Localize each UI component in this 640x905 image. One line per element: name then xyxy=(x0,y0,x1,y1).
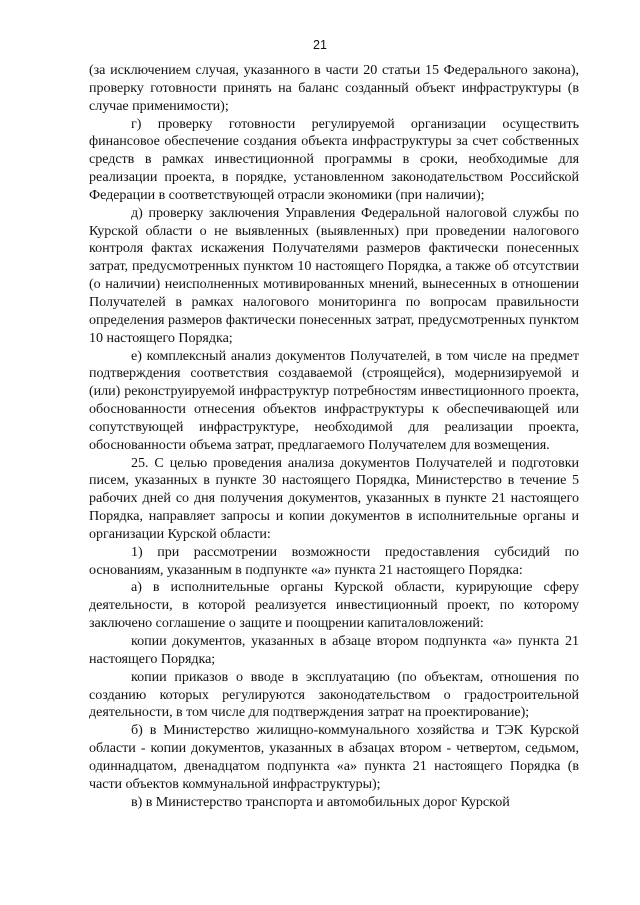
paragraph-clause-25: 25. С целью проведения анализа документов Получателей и подготовки писем, указанных в пункте 30 настоящего Порядка, Министерство в течение 5 рабочих дней со дня получения документов, указанных в пункте 21 настоящего Порядка, направляет запросы и копии документов в исполнительные органы и организации Курской области: xyxy=(89,454,579,542)
paragraph-copies-orders: копии приказов о вводе в эксплуатацию (по объектам, отношения по созданию которых регулируются законодательством о градостроительной деятельности, в том числе для подтверждения затрат на проектирование); xyxy=(89,668,579,721)
paragraph-item-b: б) в Министерство жилищно-коммунального хозяйства и ТЭК Курской области - копии документов, указанных в абзацах втором - четвертом, седьмом, одиннадцатом, двенадцатом подпункта «а» пункта 21 настоящего Порядка (в части объектов коммунальной инфраструктуры); xyxy=(89,722,579,792)
paragraph-item-e: е) комплексный анализ документов Получателей, в том числе на предмет подтверждения соответствия создаваемой (строящейся), модернизируемой и (или) реконструируемой инфраструктур потребностям инвестиционного проекта, обоснованности отнесения объектов инфраструктуры к обеспечивающей или сопутствующей инфраструктуре, необходимой для реализации проекта, обоснованности объема затрат, предлагаемого Получателем для возмещения. xyxy=(89,347,579,453)
page-number: 21 xyxy=(313,38,327,52)
paragraph-continuation: (за исключением случая, указанного в части 20 статьи 15 Федерального закона), проверку готовности принять на баланс созданный объект инфраструктуры (в случае применимости); xyxy=(89,62,579,114)
paragraph-item-v: в) в Министерство транспорта и автомобильных дорог Курской xyxy=(131,793,510,810)
document-body xyxy=(89,62,579,811)
paragraph-copies-documents: копии документов, указанных в абзаце втором подпункта «а» пункта 21 настоящего Порядка; xyxy=(89,633,579,667)
paragraph-item-a: а) в исполнительные органы Курской области, курирующие сферу деятельности, в которой реализуется инвестиционный проект, по которому заключено соглашение о защите и поощрении капиталовложений: xyxy=(89,579,579,632)
paragraph-item-d: д) проверку заключения Управления Федеральной налоговой службы по Курской области о не выявленных (выявленных) при проведении налогового контроля фактах искажения Получателями размеров фактически понесенных затрат, предусмотренных пунктом 10 настоящего Порядка, а также об отсутствии (о наличии) неисполненных мотивированных мнений, вынесенных в отношении Получателей в рамках налогового мониторинга по вопросам правильности определения размеров фактически понесенных затрат, предусмотренных пунктом 10 настоящего Порядка; xyxy=(89,204,579,346)
paragraph-item-g: г) проверку готовности регулируемой организации осуществить финансовое обеспечение создания объекта инфраструктуры за счет собственных средств в рамках инвестиционной программы в сроки, необходимые для реализации проекта, в порядке, установленном законодательством Российской Федерации в соответствующей отрасли экономики (при наличии); xyxy=(89,115,579,203)
paragraph-subclause-1: 1) при рассмотрении возможности предоставления субсидий по основаниям, указанным в подпункте «а» пункта 21 настоящего Порядка: xyxy=(89,543,579,578)
